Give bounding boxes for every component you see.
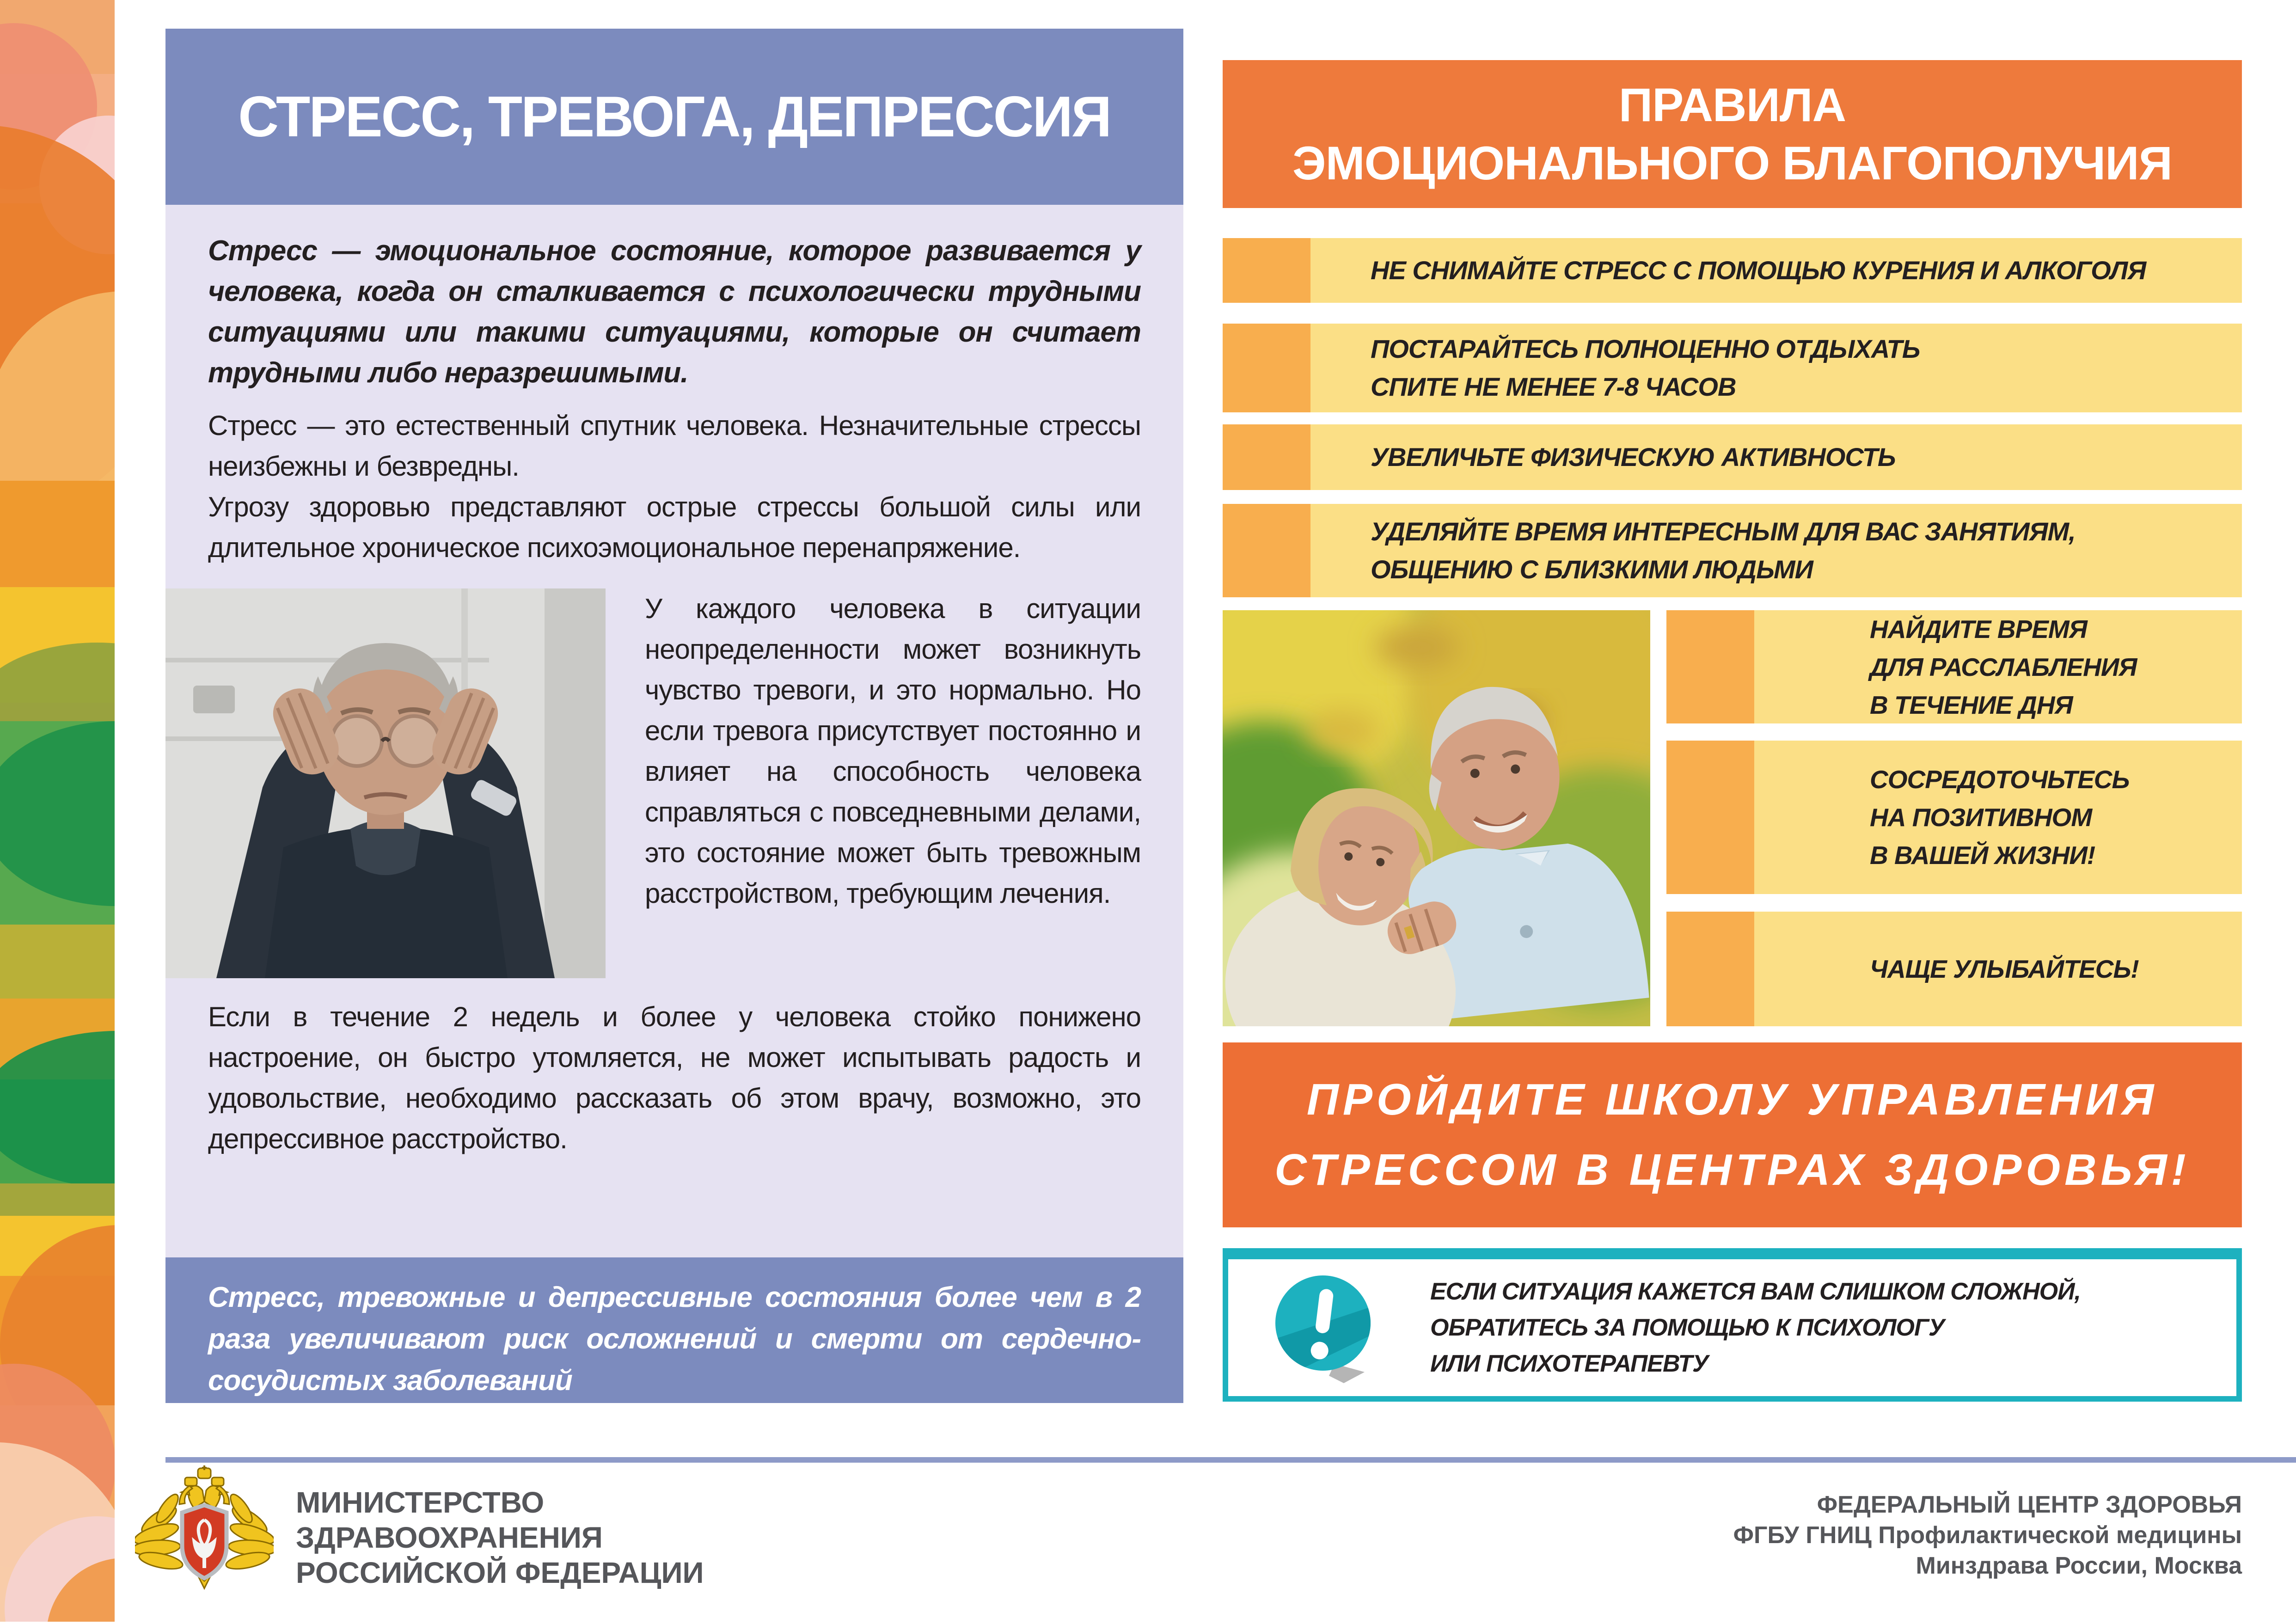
tip-accent-tab xyxy=(1666,741,1754,894)
wellbeing-rules-panel xyxy=(1223,0,2242,1415)
exclamation-icon-graphic xyxy=(1274,1271,1378,1385)
stress-info-panel xyxy=(165,29,1183,1403)
exclamation-icon xyxy=(1274,1271,1378,1385)
federal-center-info xyxy=(1733,1489,2242,1581)
abstract-circles-art xyxy=(0,0,115,1622)
rule-accent-tab xyxy=(1223,324,1310,412)
tip-text: ЧАЩЕ УЛЫБАЙТЕСЬ! xyxy=(1870,955,2139,983)
cta-line2: СТРЕССОМ В ЦЕНТРАХ ЗДОРОВЬЯ! xyxy=(1274,1145,2190,1195)
rule-rest-sleep xyxy=(1223,324,2242,412)
page-title: СТРЕСС, ТРЕВОГА, ДЕПРЕССИЯ xyxy=(238,85,1111,149)
ministry-emblem xyxy=(135,1465,274,1590)
note-line1: ЕСЛИ СИТУАЦИЯ КАЖЕТСЯ ВАМ СЛИШКОМ СЛОЖНОЙ, xyxy=(1430,1278,2081,1305)
tip-text: СОСРЕДОТОЧЬТЕСЬ xyxy=(1870,765,2130,794)
rule-no-smoking-alcohol xyxy=(1223,238,2242,303)
center-line3: Минздрава России, Москва xyxy=(1916,1552,2242,1579)
ministry-line3: РОССИЙСКОЙ ФЕДЕРАЦИИ xyxy=(296,1556,704,1589)
footer-separator-line xyxy=(165,1457,2296,1463)
happy-couple-illustration xyxy=(1223,610,1650,1026)
decorative-color-strip xyxy=(0,0,115,1622)
tip-positive-focus xyxy=(1666,741,2242,894)
stressed-man-photo xyxy=(165,588,606,978)
cta-line1: ПРОЙДИТЕ ШКОЛУ УПРАВЛЕНИЯ xyxy=(1306,1075,2158,1124)
note-line2: ОБРАТИТЕСЬ ЗА ПОМОЩЬЮ К ПСИХОЛОГУ xyxy=(1430,1314,1945,1341)
stress-definition-paragraph: Стресс — эмоциональное состояние, которое развивается у человека, когда он сталкивается с психологически трудными ситуациями или такими ситуациями, которые он считает трудными либо неразрешимыми. xyxy=(208,235,1141,389)
ministry-line1: МИНИСТЕРСТВО xyxy=(296,1486,545,1519)
stress-nature-paragraph-2: Угрозу здоровью представляют острые стрессы большой силы или длительное хроническое психоэмоциональное перенапряжение. xyxy=(208,491,1141,563)
rule-text: СПИТЕ НЕ МЕНЕЕ 7-8 ЧАСОВ xyxy=(1371,372,1736,401)
left-panel-body xyxy=(165,205,1183,1257)
tip-text: В ТЕЧЕНИЕ ДНЯ xyxy=(1870,690,2073,719)
center-line2: ФГБУ ГНИЦ Профилактической медицины xyxy=(1733,1522,2242,1549)
rule-accent-tab xyxy=(1223,424,1310,490)
tip-text: ДЛЯ РАССЛАБЛЕНИЯ xyxy=(1870,652,2137,681)
rule-text: ПОСТАРАЙТЕСЬ ПОЛНОЦЕННО ОТДЫХАТЬ xyxy=(1371,334,1920,363)
rule-text: НЕ СНИМАЙТЕ СТРЕСС С ПОМОЩЬЮ КУРЕНИЯ И АЛКОГОЛЯ xyxy=(1371,256,2146,285)
rule-text: УВЕЛИЧЬТЕ ФИЗИЧЕСКУЮ АКТИВНОСТЬ xyxy=(1371,442,1896,472)
rule-accent-tab xyxy=(1223,238,1310,303)
happy-couple-photo xyxy=(1223,610,1650,1026)
depression-paragraph: Если в течение 2 недель и более у человека стойко понижено настроение, он быстро утомляется, не может испытывать радость и удовольствие, необходимо рассказать об этом врачу, возможно, это депрессивное расстройство. xyxy=(208,1001,1141,1154)
rule-physical-activity xyxy=(1223,424,2242,490)
stress-school-cta xyxy=(1223,1042,2242,1227)
stress-nature-paragraph-1: Стресс — это естественный спутник человека. Незначительные стрессы неизбежны и безвредны. xyxy=(208,410,1141,482)
rule-accent-tab xyxy=(1223,504,1310,597)
stressed-man-illustration xyxy=(165,588,606,978)
tip-text: НАЙДИТЕ ВРЕМЯ xyxy=(1870,614,2087,643)
note-line3: ИЛИ ПСИХОТЕРАПЕВТУ xyxy=(1430,1350,1708,1377)
tip-text: В ВАШЕЙ ЖИЗНИ! xyxy=(1870,841,2095,870)
photo-text-row xyxy=(208,588,1141,978)
ministry-name xyxy=(296,1485,704,1590)
tip-relaxation xyxy=(1666,610,2242,723)
tip-smile-more xyxy=(1666,912,2242,1026)
rule-hobbies-communication xyxy=(1223,504,2242,597)
tip-accent-tab xyxy=(1666,912,1754,1026)
rules-title-line1: ПРАВИЛА xyxy=(1618,79,1846,131)
rule-text: ОБЩЕНИЮ С БЛИЗКИМИ ЛЮДЬМИ xyxy=(1371,555,1813,584)
double-headed-eagle-icon xyxy=(135,1465,274,1590)
rules-title-line2: ЭМОЦИОНАЛЬНОГО БЛАГОПОЛУЧИЯ xyxy=(1292,137,2172,190)
tip-text: НА ПОЗИТИВНОМ xyxy=(1870,803,2092,832)
rule-text: УДЕЛЯЙТЕ ВРЕМЯ ИНТЕРЕСНЫМ ДЛЯ ВАС ЗАНЯТИЯМ, xyxy=(1371,517,2076,546)
tip-accent-tab xyxy=(1666,610,1754,723)
psychologist-help-note xyxy=(1223,1248,2242,1402)
cardio-risk-note: Стресс, тревожные и депрессивные состояния более чем в 2 раза увеличивают риск осложнений и смерти от сердечно-сосудистых заболеваний xyxy=(165,1257,1183,1403)
center-line1: ФЕДЕРАЛЬНЫЙ ЦЕНТР ЗДОРОВЬЯ xyxy=(1817,1491,2242,1518)
ministry-line2: ЗДРАВООХРАНЕНИЯ xyxy=(296,1521,603,1554)
right-panel-header xyxy=(1223,60,2242,208)
anxiety-paragraph: У каждого человека в ситуации неопределенности может возникнуть чувство тревоги, и это нормально. Но если тревога присутствует постоянно и влияет на способность человека справляться с повседневными делами, это состояние может быть тревожным расстройством, требующим лечения. xyxy=(645,593,1141,909)
left-panel-header xyxy=(165,29,1183,205)
